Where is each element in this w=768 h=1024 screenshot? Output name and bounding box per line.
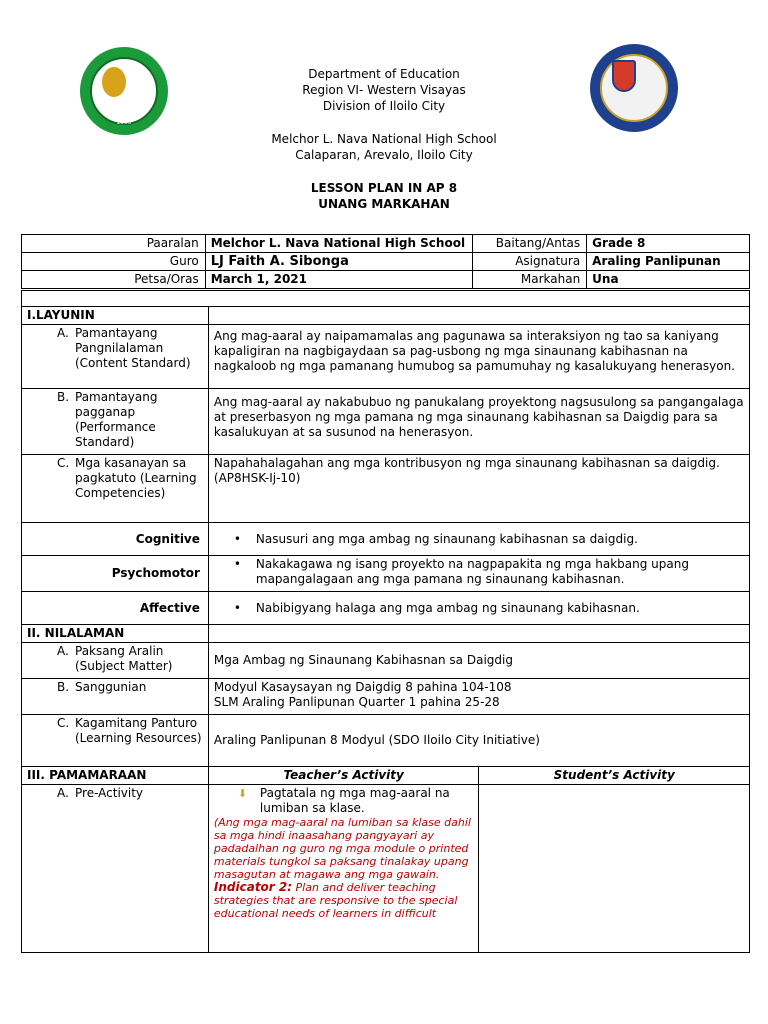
pre-activity-row: A. Pre-Activity ⬇ Pagtatala ng mga mag-aaral na lumiban sa klase. (Ang mga mag-aaral na lumiban sa klase dahil sa mga hindi inaasahang pangyayari ay padadalhan ng guro ng mga module o printed materials tungkol sa paksang tinalakay upang masagutan at magawa ang mga gawain. Indicator 2: Plan and deliver teaching strategies that are responsive to the special educational needs of learners in difficult [22, 785, 750, 953]
student-activity-heading: Student’s Activity [479, 767, 750, 785]
lesson-plan-title: LESSON PLAN IN AP 8 [310, 181, 458, 195]
psychomotor-text: Nakakagawa ng isang proyekto na nagpapakita ng mga hakbang upang mapangalagaan ang mga pamana ng sinaunang kabihasnan. [255, 557, 689, 586]
school-seal-logo: 1990 [80, 47, 168, 135]
subject-matter-row: A. Paksang Aralin (Subject Matter) Mga Ambag ng Sinaunang Kabihasnan sa Daigdig [22, 643, 750, 679]
layunin-heading: I.LAYUNIN [22, 307, 209, 325]
sanggunian-row: B. Sanggunian Modyul Kasaysayan ng Daigdig 8 pahina 104-108 SLM Araling Panlipunan Quarter 1 pahina 25-28 [22, 679, 750, 715]
cognitive-label: Cognitive [22, 523, 209, 556]
layunin-heading-row [22, 307, 750, 325]
quarter-title: UNANG MARKAHAN [318, 197, 450, 211]
performance-standard-row: B. Pamantayang pagganap (Performance Standard) Ang mag-aaral ay nakabubuo ng panukalang proyektong nagsusulong sa pangangalaga at preserbasyon ng mga pamana ng mga sinaunang kabihasnan sa Daigdig para sa kasalukuyan at sa susunod na henerasyon. [22, 389, 750, 455]
petsa-value: March 1, 2021 [205, 271, 473, 289]
psychomotor-label: Psychomotor [22, 556, 209, 592]
address-line: Calaparan, Arevalo, Iloilo City [295, 148, 473, 162]
lesson-table [21, 290, 750, 953]
spacer-row [22, 291, 750, 307]
pre-activity-text: Pagtatala ng mga mag-aaral na lumiban sa klase. [259, 786, 450, 815]
pre-activity-label: Pre-Activity [75, 786, 144, 800]
info-row [22, 253, 750, 271]
info-row [22, 271, 750, 289]
cognitive-text: Nasusuri ang mga ambag ng sinaunang kabihasnan sa daigdig. [255, 531, 638, 546]
reference-line: Modyul Kasaysayan ng Daigdig 8 pahina 104-108 [213, 680, 512, 694]
content-standard-row: A. Pamantayang Pangnilalaman (Content Standard) Ang mag-aaral ay naipamamalas ang pagunawa sa interaksiyon ng tao sa kaniyang kapaligiran na nagbigaydaan sa pag-usbong ng mga sinaunang kabihasnan na nagkaloob ng mga pamanang humubog sa pamumuhay ng kasalukuyang henerasyon. [22, 325, 750, 389]
petsa-label: Petsa/Oras [22, 271, 206, 289]
reference-line: SLM Araling Panlipunan Quarter 1 pahina 25-28 [213, 695, 500, 709]
learning-competencies-label: Mga kasanayan sa pagkatuto (Learning Competencies) [75, 456, 197, 500]
teacher-activity-heading: Teacher’s Activity [208, 767, 479, 785]
paaralan-value: Melchor L. Nava National High School [205, 235, 473, 253]
affective-label: Affective [22, 592, 209, 625]
learning-competencies-text: Napahahalagahan ang mga kontribusyon ng mga sinaunang kabihasnan sa daigdig. (AP8HSK-Ij-10) [208, 455, 749, 523]
info-table [21, 234, 750, 289]
content-standard-label: Pamantayang Pangnilalaman (Content Standard) [75, 326, 191, 370]
nilalaman-heading-row [22, 625, 750, 643]
sanggunian-label: Sanggunian [75, 680, 147, 694]
learning-resources-row: C. Kagamitang Panturo (Learning Resources) Araling Panlipunan 8 Modyul (SDO Iloilo City Initiative) [22, 715, 750, 767]
dept-line: Department of Education [308, 67, 460, 81]
markahan-label: Markahan [473, 271, 587, 289]
learning-resources-label: Kagamitang Panturo (Learning Resources) [75, 716, 202, 745]
absentee-note: (Ang mga mag-aaral na lumiban sa klase dahil sa mga hindi inaasahang pangyayari ay padadalhan ng guro ng mga module o printed materials tungkol sa paksang tinalakay upang masagutan at magawa ang mga gawain. [213, 816, 471, 881]
guro-label: Guro [22, 253, 206, 271]
baitang-value: Grade 8 [587, 235, 750, 253]
markahan-value: Una [587, 271, 750, 289]
asignatura-value: Araling Panlipunan [587, 253, 750, 271]
pamamaraan-heading-row [22, 767, 750, 785]
pamamaraan-heading: III. PAMAMARAAN [22, 767, 209, 785]
performance-standard-label: Pamantayang pagganap (Performance Standard) [75, 390, 158, 449]
affective-row: Affective • Nabibigyang halaga ang mga ambag ng sinaunang kabihasnan. [22, 592, 750, 625]
region-line: Region VI- Western Visayas [302, 83, 466, 97]
school-line: Melchor L. Nava National High School [271, 132, 497, 146]
subject-matter-text: Mga Ambag ng Sinaunang Kabihasnan sa Daigdig [208, 643, 749, 679]
baitang-label: Baitang/Antas [473, 235, 587, 253]
document-header [0, 0, 768, 230]
cognitive-row: Cognitive • Nasusuri ang mga ambag ng sinaunang kabihasnan sa daigdig. [22, 523, 750, 556]
info-row [22, 235, 750, 253]
arrow-bullet-icon: ⬇ [237, 787, 248, 800]
guro-value: LJ Faith A. Sibonga [205, 253, 473, 271]
nilalaman-heading: II. NILALAMAN [22, 625, 209, 643]
paaralan-label: Paaralan [22, 235, 206, 253]
learning-competencies-row: C. Mga kasanayan sa pagkatuto (Learning Competencies) Napahahalagahan ang mga kontribusyon ng mga sinaunang kabihasnan sa daigdig. (AP8HSK-Ij-10) [22, 455, 750, 523]
indicator-note: Indicator 2: Plan and deliver teaching strategies that are responsive to the special educational needs of learners in difficult [213, 880, 458, 920]
asignatura-label: Asignatura [473, 253, 587, 271]
student-activity-cell [479, 785, 750, 953]
learning-resources-text: Araling Panlipunan 8 Modyul (SDO Iloilo City Initiative) [208, 715, 749, 767]
affective-text: Nabibigyang halaga ang mga ambag ng sinaunang kabihasnan. [255, 600, 640, 615]
content-standard-text: Ang mag-aaral ay naipamamalas ang pagunawa sa interaksiyon ng tao sa kaniyang kapaligiran na nagbigaydaan sa pag-usbong ng mga sinaunang kabihasnan na nagkaloob ng mga pamanang humubog sa pamumuhay ng kasalukuyang henerasyon. [208, 325, 749, 389]
subject-matter-label: Paksang Aralin (Subject Matter) [75, 644, 173, 673]
performance-standard-text: Ang mag-aaral ay nakabubuo ng panukalang proyektong nagsusulong sa pangangalaga at preserbasyon ng mga pamana ng mga sinaunang kabihasnan sa Daigdig para sa kasalukuyan at sa susunod na henerasyon. [208, 389, 749, 455]
psychomotor-row: Psychomotor • Nakakagawa ng isang proyekto na nagpapakita ng mga hakbang upang mapangalagaan ang mga pamana ng sinaunang kabihasnan. [22, 556, 750, 592]
division-line: Division of Iloilo City [322, 99, 446, 113]
